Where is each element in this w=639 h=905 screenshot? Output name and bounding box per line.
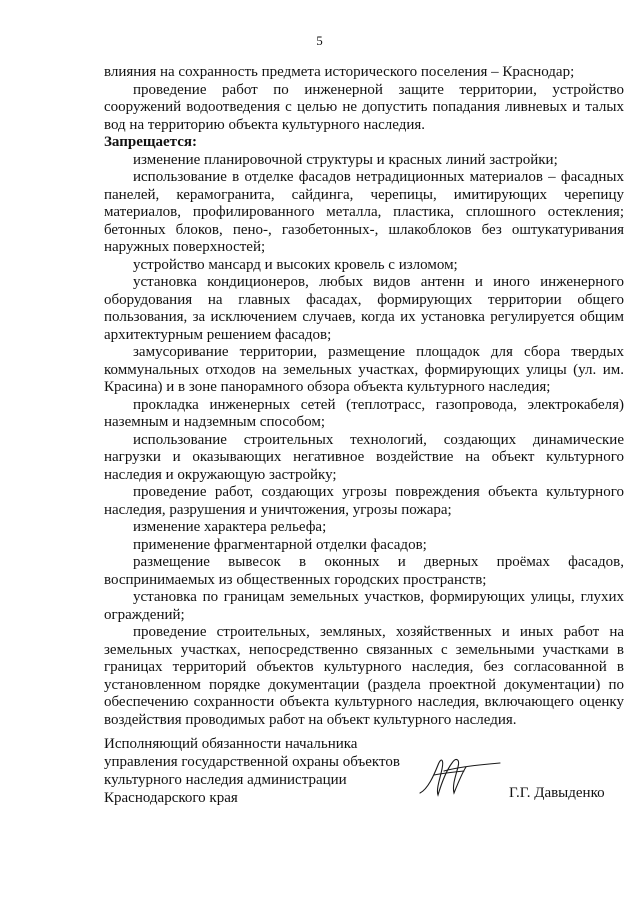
signer-position-line: культурного наследия администрации <box>104 772 347 788</box>
paragraph: влияния на сохранность предмета исторического поселения – Краснодар; <box>104 64 575 80</box>
prohibited-item: размещение вывесок в оконных и дверных проёмах фасадов, воспринимаемых из общественных городских пространств; <box>104 554 624 588</box>
prohibited-item: проведение работ, создающих угрозы повреждения объекта культурного наследия, разрушения и уничтожения, угрозы пожара; <box>104 484 624 518</box>
prohibited-item: прокладка инженерных сетей (теплотрасс, газопровода, электрокабеля) наземным и надземным способом; <box>104 396 624 430</box>
prohibited-heading: Запрещается: <box>104 134 198 150</box>
prohibited-item: устройство мансард и высоких кровель с изломом; <box>133 256 458 273</box>
prohibited-item: замусоривание территории, размещение площадок для сбора твердых коммунальных отходов на земельных участках, формирующих улицы (ул. им. Красина) и в зоне панорамного обзора объекта культурного наследия; <box>104 344 624 395</box>
signer-name: Г.Г. Давыденко <box>509 785 605 801</box>
prohibited-item: установка кондиционеров, любых видов антенн и иного инженерного оборудования на главных фасадах, формирующих территории общего пользования, за исключением случаев, когда их установка регулируется общим архитектурным решением фасадов; <box>104 274 624 343</box>
prohibited-item: использование строительных технологий, создающих динамические нагрузки и оказывающих негативное воздействие на объект культурного наследия и окружающую застройку; <box>104 431 624 483</box>
handwritten-signature <box>414 745 504 805</box>
prohibited-item: применение фрагментарной отделки фасадов; <box>133 536 427 553</box>
signer-position-line: управления государственной охраны объектов <box>104 754 400 770</box>
prohibited-item: изменение характера рельефа; <box>133 519 327 535</box>
signer-position <box>104 735 434 807</box>
prohibited-item: установка по границам земельных участков, формирующих улицы, глухих ограждений; <box>104 589 624 623</box>
page-number: 5 <box>316 33 323 48</box>
prohibited-item: изменение планировочной структуры и красных линий застройки; <box>133 151 558 168</box>
signer-position-line: Исполняющий обязанности начальника <box>104 736 358 752</box>
signature-block <box>104 735 624 825</box>
prohibited-item: проведение строительных, земляных, хозяйственных и иных работ на земельных участках, непосредственно связанных с земельными участками в границах территорий объектов культурного наследия, без согласованной в установленном порядке документации (раздела проектной документации) по обеспечению сохранности объекта культурного наследия, включающего оценку воздействия проводимых работ на объект культурного наследия. <box>104 624 624 728</box>
prohibited-item: использование в отделке фасадов нетрадиционных материалов – фасадных панелей, керамогранита, сайдинга, черепицы, имитирующих черепицу материалов, профилированного металла, пластика, сплошного остекления; бетонных блоков, пено-, газобетонных-, шлакоблоков без оштукатуривания наружных поверхностей; <box>104 169 624 255</box>
document-body <box>104 64 624 729</box>
paragraph: проведение работ по инженерной защите территории, устройство сооружений водоотведения с целью не допустить попадания ливневых и талых вод на территорию объекта культурного наследия. <box>104 81 624 133</box>
signer-position-line: Краснодарского края <box>104 790 238 806</box>
